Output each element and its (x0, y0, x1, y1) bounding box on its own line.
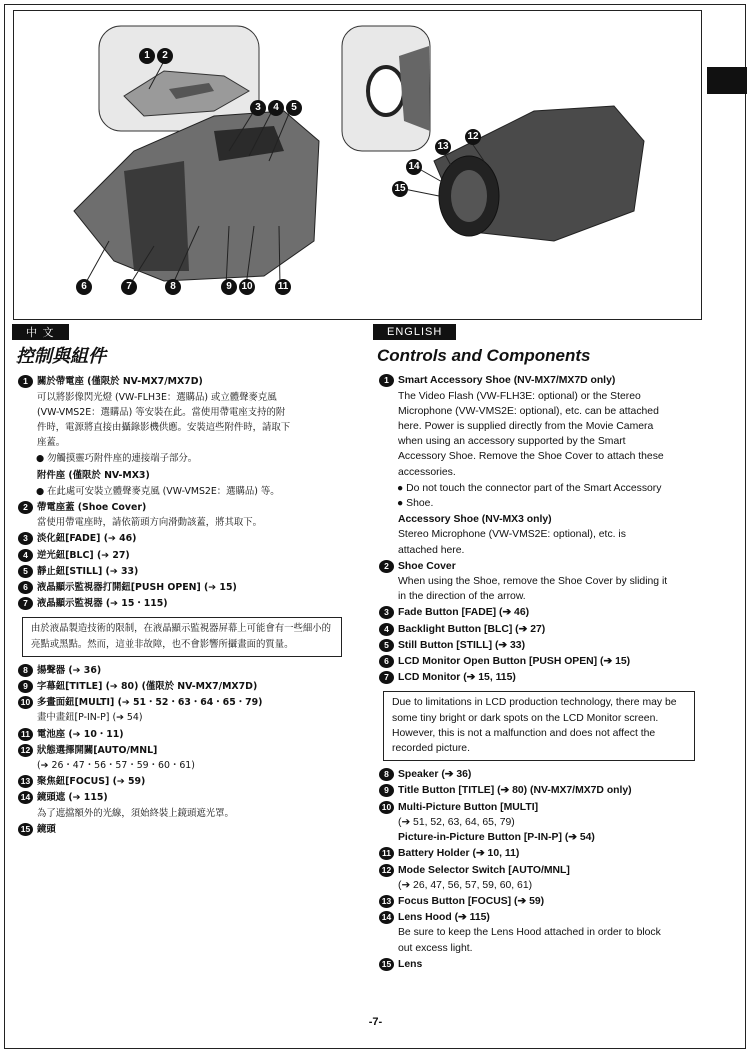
item-title: Accessory Shoe (NV-MX3 only) (398, 514, 552, 526)
callout-13: 13 (435, 139, 451, 155)
item-title: 淡化鈕[FADE] (➔ 46) (37, 533, 137, 545)
callout-11: 11 (275, 279, 291, 295)
item-title: 液晶顯示監視器 (➔ 15・115) (37, 598, 168, 610)
item-title: LCD Monitor (➔ 15, 115) (398, 672, 516, 684)
chinese-items (12, 374, 350, 611)
item-body (398, 800, 703, 846)
item-number-badge: 4 (18, 549, 33, 562)
item-body (37, 727, 350, 742)
list-item (373, 622, 703, 637)
item-number-badge: 15 (379, 958, 394, 971)
list-item (373, 910, 703, 956)
item-number-badge: 5 (379, 639, 394, 652)
item-title: 靜止鈕[STILL] (➔ 33) (37, 565, 139, 577)
item-body (398, 622, 703, 637)
item-number-badge: 3 (18, 532, 33, 545)
list-item (12, 531, 350, 546)
item-title: 多畫面鈕[MULTI] (➔ 51・52・63・64・65・79) (37, 697, 263, 709)
item-subtitle: Picture-in-Picture Button [P-IN-P] (➔ 54) (398, 832, 595, 844)
callout-8: 8 (165, 279, 181, 295)
list-item (373, 894, 703, 909)
bullet-line: ● 在此處可安裝立體聲麥克風 (VW-VMS2E：選購品) 等。 (36, 485, 280, 497)
bullet-text: Do not touch the connector part of the Smart Accessory (406, 482, 662, 494)
item-line: When using the Shoe, remove the Shoe Cover by sliding it (398, 576, 668, 588)
item-title: 狀態選擇開關[AUTO/MNL] (37, 744, 158, 756)
camera-illustration (14, 11, 703, 321)
item-number-badge: 10 (379, 801, 394, 814)
item-body (37, 548, 350, 563)
list-item (12, 564, 350, 579)
item-title: LCD Monitor Open Button [PUSH OPEN] (➔ 15) (398, 656, 631, 668)
item-title: 液晶顯示監視器打開鈕[PUSH OPEN] (➔ 15) (37, 582, 237, 594)
item-number-badge: 11 (18, 728, 33, 741)
item-line: attached here. (398, 544, 465, 556)
list-item (373, 863, 703, 893)
callout-14: 14 (406, 159, 422, 175)
lens-hood-ring (368, 67, 404, 115)
item-body (37, 468, 350, 483)
item-title: Shoe Cover (398, 560, 456, 572)
lcd-monitor-shape (124, 161, 189, 271)
item-number-badge: 7 (379, 671, 394, 684)
list-item (12, 548, 350, 563)
item-body (37, 374, 350, 450)
callout-4: 4 (268, 100, 284, 116)
bullet-text: 勿觸摸靈巧附件座的連接端子部分。 (47, 453, 198, 465)
list-item (12, 790, 350, 820)
item-title: 字幕鈕[TITLE] (➔ 80) (僅限於 NV-MX7/MX7D) (37, 681, 258, 693)
list-item (12, 727, 350, 742)
item-body (37, 580, 350, 595)
item-title: Mode Selector Switch [AUTO/MNL] (398, 864, 570, 876)
item-line: out excess light. (398, 942, 473, 954)
item-title: Speaker (➔ 36) (398, 769, 472, 781)
item-number-badge: 7 (18, 597, 33, 610)
list-item (373, 846, 703, 861)
camera-body-left (74, 111, 319, 281)
page-number: -7- (368, 1016, 383, 1028)
item-title: Lens (398, 958, 423, 970)
english-items (373, 373, 703, 685)
list-item (12, 596, 350, 611)
item-body (398, 863, 703, 893)
item-title: 關於帶電座 (僅限於 NV-MX7/MX7D) (37, 376, 203, 388)
callout-10: 10 (239, 279, 255, 295)
item-line: 畫中畫鈕[P-IN-P] (➔ 54) (37, 712, 143, 724)
callout-15: 15 (392, 181, 408, 197)
list-item (373, 559, 703, 605)
item-title: Focus Button [FOCUS] (➔ 59) (398, 895, 545, 907)
item-title: 附件座 (僅限於 NV-MX3) (37, 469, 150, 481)
item-title: 電池座 (➔ 10・11) (37, 728, 124, 740)
callout-9: 9 (221, 279, 237, 295)
item-line: Accessory Shoe. Remove the Shoe Cover to attach these (398, 451, 664, 463)
item-number-badge: 14 (18, 791, 33, 804)
item-body (37, 822, 350, 837)
item-number-badge: 11 (379, 847, 394, 860)
english-note: Due to limitations in LCD production technology, there may be some tiny bright or dark spots on the LCD Monitor screen. However, this is not a malfunction and does not affect the recorded picture. (383, 691, 695, 761)
item-body (398, 846, 703, 861)
item-title: 帶電座蓋 (Shoe Cover) (37, 502, 147, 514)
item-number-badge: 13 (379, 895, 394, 908)
item-line: Microphone (VW-VMS2E: optional), etc. can be attached (398, 405, 659, 417)
item-body (398, 767, 703, 782)
item-body (398, 512, 703, 558)
bullet-line: ● Do not touch the connector part of the Smart Accessory (397, 482, 662, 494)
item-body (37, 500, 350, 530)
item-body (398, 559, 703, 605)
callout-12: 12 (465, 129, 481, 145)
item-line: Be sure to keep the Lens Hood attached in order to block (398, 927, 661, 939)
item-line: 可以將影像閃光燈 (VW-FLH3E：選購品) 或立體聲麥克風 (37, 391, 277, 403)
item-body (37, 774, 350, 789)
item-number-badge: 6 (379, 655, 394, 668)
list-item (373, 670, 703, 685)
english-items-2 (373, 767, 703, 972)
item-number-badge: 1 (379, 374, 394, 387)
item-body (398, 783, 703, 798)
item-title: Smart Accessory Shoe (NV-MX7/MX7D only) (398, 375, 616, 387)
item-number-badge: 8 (379, 768, 394, 781)
item-body (398, 373, 703, 479)
item-body (37, 564, 350, 579)
english-column (373, 324, 703, 973)
english-section-tag: ENGLISH (373, 324, 456, 340)
item-body (37, 695, 350, 725)
bullet-text: 在此處可安裝立體聲麥克風 (VW-VMS2E：選購品) 等。 (47, 485, 280, 497)
callout-3: 3 (250, 100, 266, 116)
item-body (398, 910, 703, 956)
list-item (373, 373, 703, 479)
chinese-items-2 (12, 663, 350, 837)
english-heading: Controls and Components (377, 346, 591, 366)
item-number-badge: 4 (379, 623, 394, 636)
item-number-badge: 1 (18, 375, 33, 388)
item-line: (➔ 26・47・56・57・59・60・61) (37, 760, 195, 772)
item-title: Still Button [STILL] (➔ 33) (398, 639, 526, 651)
list-item (12, 374, 350, 450)
item-body (398, 605, 703, 620)
item-body (398, 670, 703, 685)
item-line: (➔ 51, 52, 63, 64, 65, 79) (398, 816, 515, 828)
item-title: 鏡頭 (37, 823, 56, 835)
chinese-column (12, 324, 350, 838)
bullet-line: ● Shoe. (397, 498, 434, 510)
list-item (373, 957, 703, 972)
list-item (12, 468, 350, 483)
item-number-badge: 15 (18, 823, 33, 836)
list-item (12, 695, 350, 725)
list-item (12, 580, 350, 595)
item-title: Backlight Button [BLC] (➔ 27) (398, 623, 546, 635)
section-tab-marker (707, 67, 747, 94)
item-title: 鏡頭遮 (➔ 115) (37, 792, 108, 804)
item-number-badge: 12 (18, 744, 33, 757)
list-item (12, 679, 350, 694)
bullet-line: ● 勿觸摸靈巧附件座的連接端子部分。 (36, 453, 198, 465)
item-line: in the direction of the arrow. (398, 591, 526, 603)
item-line: 當使用帶電座時，請依箭頭方向滑動該蓋，將其取下。 (37, 517, 263, 529)
list-item (373, 638, 703, 653)
list-item (373, 783, 703, 798)
item-number-badge: 3 (379, 606, 394, 619)
list-item (12, 743, 350, 773)
item-body (37, 679, 350, 694)
item-line: when using an accessory supported by the Smart (398, 436, 626, 448)
item-number-badge: 5 (18, 565, 33, 578)
lens-glass-shape (451, 170, 487, 222)
item-line: (VW-VMS2E：選購品) 等安裝在此。當使用帶電座支持的附 (37, 406, 286, 418)
list-item (12, 663, 350, 678)
item-line: Stereo Microphone (VW-VMS2E: optional), etc. is (398, 529, 626, 541)
callout-5: 5 (286, 100, 302, 116)
item-body (37, 790, 350, 820)
callout-1: 1 (139, 48, 155, 64)
list-item (373, 512, 703, 558)
item-body (37, 743, 350, 773)
item-line: 件時，電源將直接由攝錄影機供應。安裝這些附件時，請取下 (37, 422, 291, 434)
item-line: 座蓋。 (37, 437, 66, 449)
bullet-text: Shoe. (406, 498, 434, 510)
item-body (37, 663, 350, 678)
item-number-badge: 12 (379, 864, 394, 877)
item-title: Title Button [TITLE] (➔ 80) (NV-MX7/MX7D only) (398, 785, 632, 797)
callout-6: 6 (76, 279, 92, 295)
item-title: 聚焦鈕[FOCUS] (➔ 59) (37, 776, 146, 788)
item-body (37, 531, 350, 546)
callout-7: 7 (121, 279, 137, 295)
item-number-badge: 14 (379, 911, 394, 924)
item-number-badge: 2 (18, 501, 33, 514)
item-line: 為了遮擋額外的光線，須始終裝上鏡頭遮光罩。 (37, 807, 234, 819)
item-number-badge: 6 (18, 581, 33, 594)
item-number-badge: 9 (18, 680, 33, 693)
item-body (398, 654, 703, 669)
item-number-badge: 2 (379, 560, 394, 573)
item-title: 逆光鈕[BLC] (➔ 27) (37, 549, 130, 561)
item-title: Lens Hood (➔ 115) (398, 912, 490, 924)
item-number-badge: 8 (18, 664, 33, 677)
callout-2: 2 (157, 48, 173, 64)
item-title: Battery Holder (➔ 10, 11) (398, 848, 520, 860)
list-item (12, 774, 350, 789)
list-item (373, 767, 703, 782)
item-body (398, 638, 703, 653)
item-title: Multi-Picture Button [MULTI] (398, 801, 539, 813)
item-title: Fade Button [FADE] (➔ 46) (398, 607, 530, 619)
item-body (398, 957, 703, 972)
list-item (373, 605, 703, 620)
item-body (37, 596, 350, 611)
chinese-heading: 控制與組件 (16, 346, 106, 368)
illustration-frame (13, 10, 702, 320)
item-line: The Video Flash (VW-FLH3E: optional) or the Stereo (398, 390, 641, 402)
list-item (373, 800, 703, 846)
item-number-badge: 9 (379, 784, 394, 797)
list-item (12, 822, 350, 837)
item-line: accessories. (398, 466, 456, 478)
chinese-section-tag: 中 文 (12, 324, 69, 340)
item-body (398, 894, 703, 909)
item-line: (➔ 26, 47, 56, 57, 59, 60, 61) (398, 879, 533, 891)
list-item (12, 500, 350, 530)
item-number-badge: 10 (18, 696, 33, 709)
item-title: 揚聲器 (➔ 36) (37, 664, 102, 676)
chinese-note: 由於液晶製造技術的限制，在液晶顯示監視器屏幕上可能會有一些細小的亮點或黑點。然而，這並非故障，也不會影響所攝畫面的質量。 (22, 617, 342, 656)
list-item (373, 654, 703, 669)
item-line: here. Power is supplied directly from the Movie Camera (398, 421, 654, 433)
item-number-badge: 13 (18, 775, 33, 788)
